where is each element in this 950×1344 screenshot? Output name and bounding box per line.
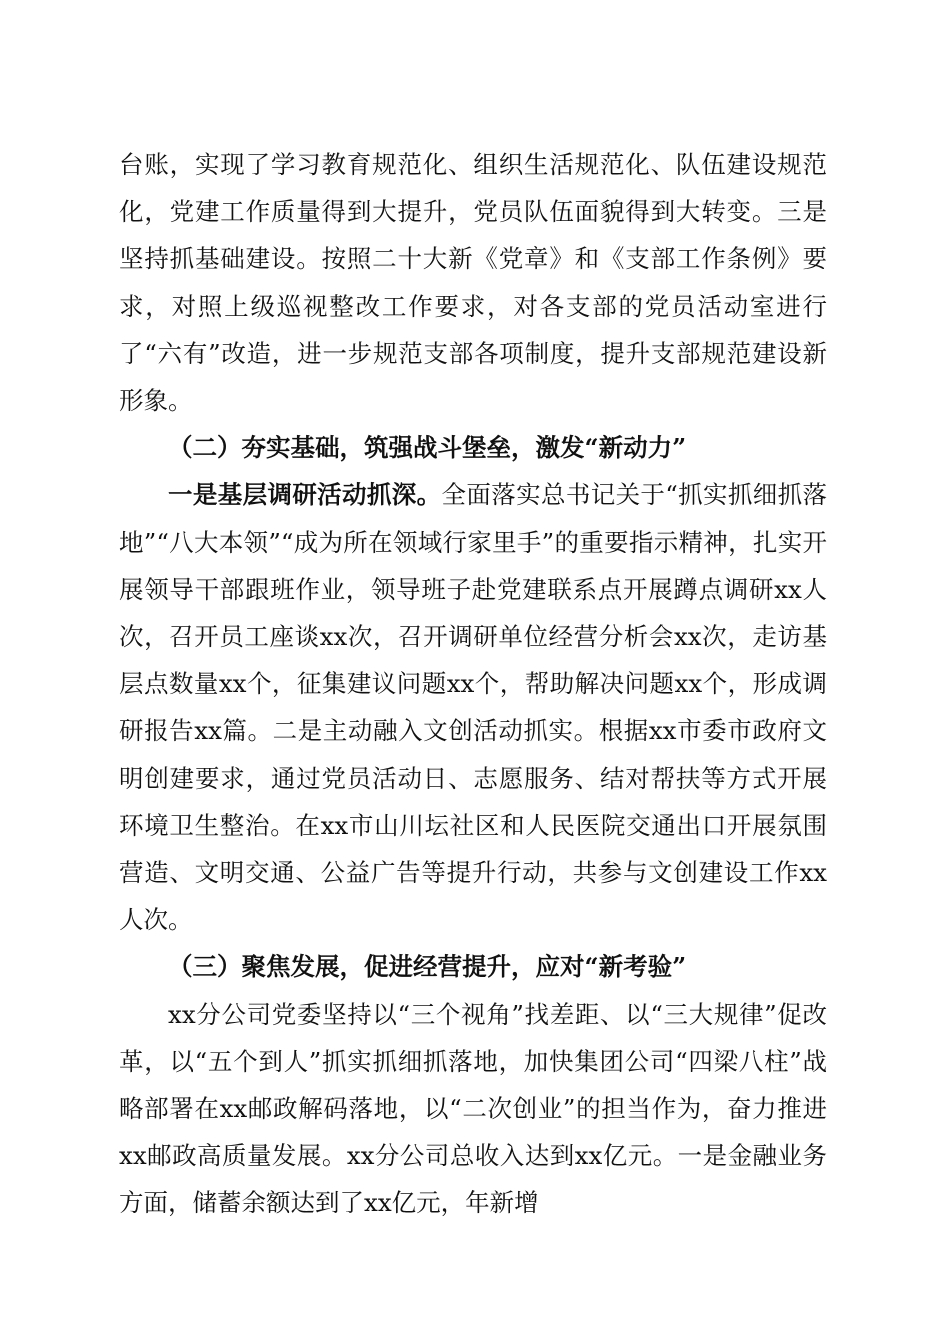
paragraph-party-building-standardization: 台账，实现了学习教育规范化、组织生活规范化、队伍建设规范化，党建工作质量得到大提升，党员队伍面貌得到大转变。三是坚持抓基础建设。按照二十大新《党章》和《支部工作条例》要求，对照上级巡视整改工作要求，对各支部的党员活动室进行了“六有”改造，进一步规范支部各项制度，提升支部规范建设新形象。	[119, 150, 827, 416]
paragraph-body-text: 全面落实总书记关于“抓实抓细抓落地”“八大本领”“成为所在领域行家里手”的重要指示精神，扎实开展领导干部跟班作业，领导班子赴党建联系点开展蹲点调研xx人次，召开员工座谈xx次，召开调研单位经营分析会xx次，走访基层点数量xx个，征集建议问题xx个，帮助解决问题xx个，形成调研报告xx篇。二是主动融入文创活动抓实。根据xx市委市政府文明创建要求，通过党员活动日、志愿服务、结对帮扶等方式开展环境卫生整治。在xx市山川坛社区和人民医院交通出口开展氛围营造、文明交通、公益广告等提升行动，共参与文创建设工作xx人次。	[119, 480, 828, 935]
section-heading-2: （二）夯实基础，筑强战斗堡垒，激发“新动力”	[168, 433, 687, 463]
paragraph-business-development: xx分公司党委坚持以“三个视角”找差距、以“三大规律”促改革，以“五个到人”抓实抓细抓落地，加快集团公司“四梁八柱”战略部署在xx邮政解码落地，以“二次创业”的担当作为，奋力推进xx邮政高质量发展。xx分公司总收入达到xx亿元。一是金融业务方面，储蓄余额达到了xx亿元，年新增	[119, 999, 827, 1218]
paragraph-lead-phrase: 一是基层调研活动抓深。	[168, 480, 442, 510]
section-heading-3: （三）聚焦发展，促进经营提升，应对“新考验”	[168, 952, 687, 982]
document-body	[119, 141, 827, 1227]
paragraph-grassroots-research	[119, 471, 827, 943]
